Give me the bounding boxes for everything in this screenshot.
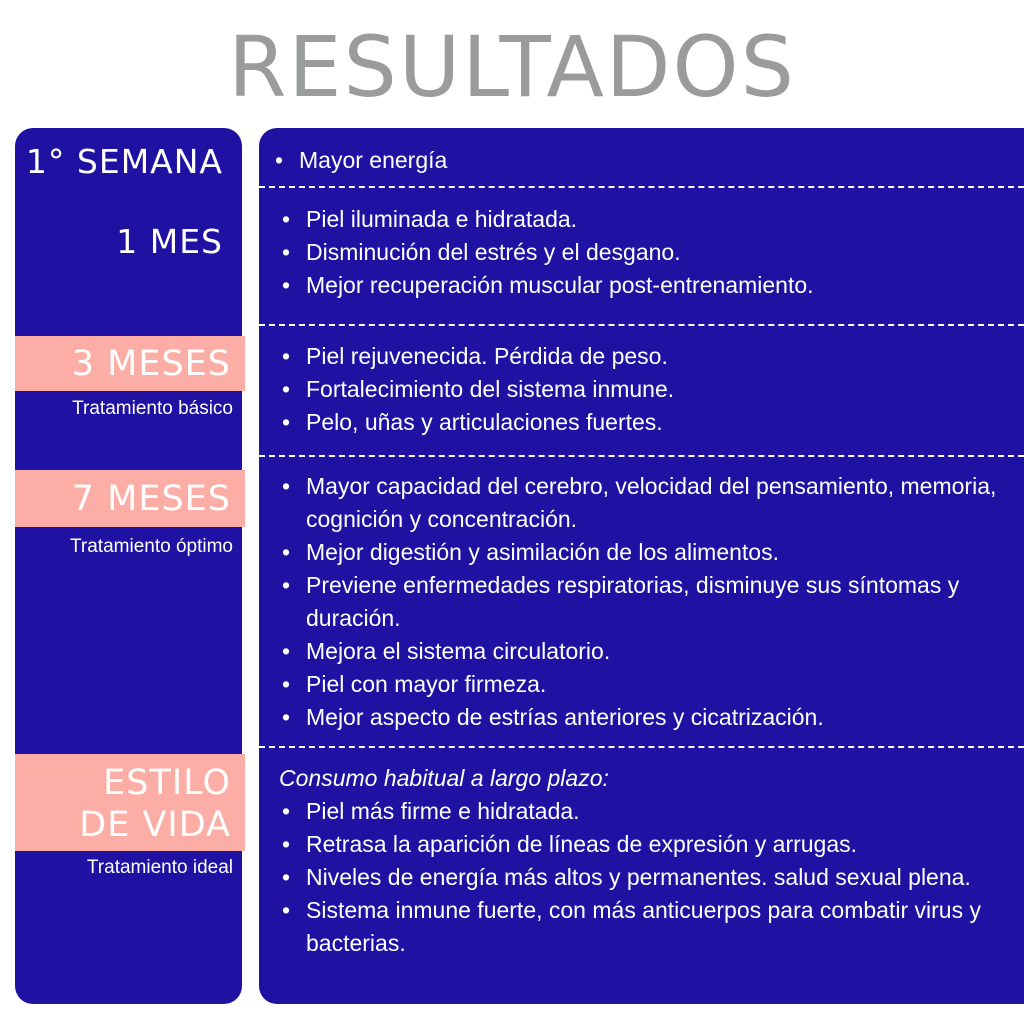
divider xyxy=(259,455,1024,457)
list-item: • Mejor digestión y asimilación de los alimentos. xyxy=(282,536,1002,569)
page-title: RESULTADOS xyxy=(228,18,796,116)
stage-label-lifestyle-line1: ESTILO xyxy=(103,763,231,803)
list-item: • Mejora el sistema circulatorio. xyxy=(282,635,1002,668)
divider xyxy=(259,186,1024,188)
list-item: • Previene enfermedades respiratorias, disminuye sus síntomas y duración. xyxy=(282,569,1002,635)
divider xyxy=(259,746,1024,748)
list-item: • Piel con mayor firmeza. xyxy=(282,668,1002,701)
list-item: • Disminución del estrés y el desgano. xyxy=(282,236,1002,269)
results-list-7-months xyxy=(282,470,1002,734)
list-item: • Sistema inmune fuerte, con más anticuerpos para combatir virus y bacterias. xyxy=(282,894,1002,960)
stage-sub-7-months: Tratamiento óptimo xyxy=(70,536,233,557)
stage-sub-lifestyle: Tratamiento ideal xyxy=(86,857,233,878)
list-item: • Mejor aspecto de estrías anteriores y cicatrización. xyxy=(282,701,1002,734)
stage-label-3-months: 3 MESES xyxy=(15,336,245,391)
list-item: • Niveles de energía más altos y permanentes. salud sexual plena. xyxy=(282,861,1002,894)
stage-label-month: 1 MES xyxy=(116,222,223,261)
list-item: • Retrasa la aparición de líneas de expresión y arrugas. xyxy=(282,828,1002,861)
list-item: • Fortalecimiento del sistema inmune. xyxy=(282,373,1002,406)
stage-sub-3-months: Tratamiento básico xyxy=(72,398,233,419)
list-item: • Mejor recuperación muscular post-entrenamiento. xyxy=(282,269,1002,302)
divider xyxy=(259,324,1024,326)
lifestyle-intro: Consumo habitual a largo plazo: xyxy=(279,765,609,791)
stage-label-lifestyle-line2: DE VIDA xyxy=(79,805,231,845)
list-item: • Mayor capacidad del cerebro, velocidad del pensamiento, memoria, cognición y concentración. xyxy=(282,470,1002,536)
results-list-lifestyle xyxy=(282,795,1002,960)
list-item: • Piel iluminada e hidratada. xyxy=(282,203,1002,236)
list-item: • Piel más firme e hidratada. xyxy=(282,795,1002,828)
list-item: • Piel rejuvenecida. Pérdida de peso. xyxy=(282,340,1002,373)
stage-label-7-months: 7 MESES xyxy=(15,470,245,527)
results-list-3-months xyxy=(282,340,1002,439)
list-item: • Pelo, uñas y articulaciones fuertes. xyxy=(282,406,1002,439)
results-list-month xyxy=(282,203,1002,302)
stage-label-week: 1° SEMANA xyxy=(25,142,223,181)
results-list-week xyxy=(275,144,995,177)
list-item: • Mayor energía xyxy=(275,144,995,177)
stage-label-lifestyle xyxy=(15,754,245,851)
